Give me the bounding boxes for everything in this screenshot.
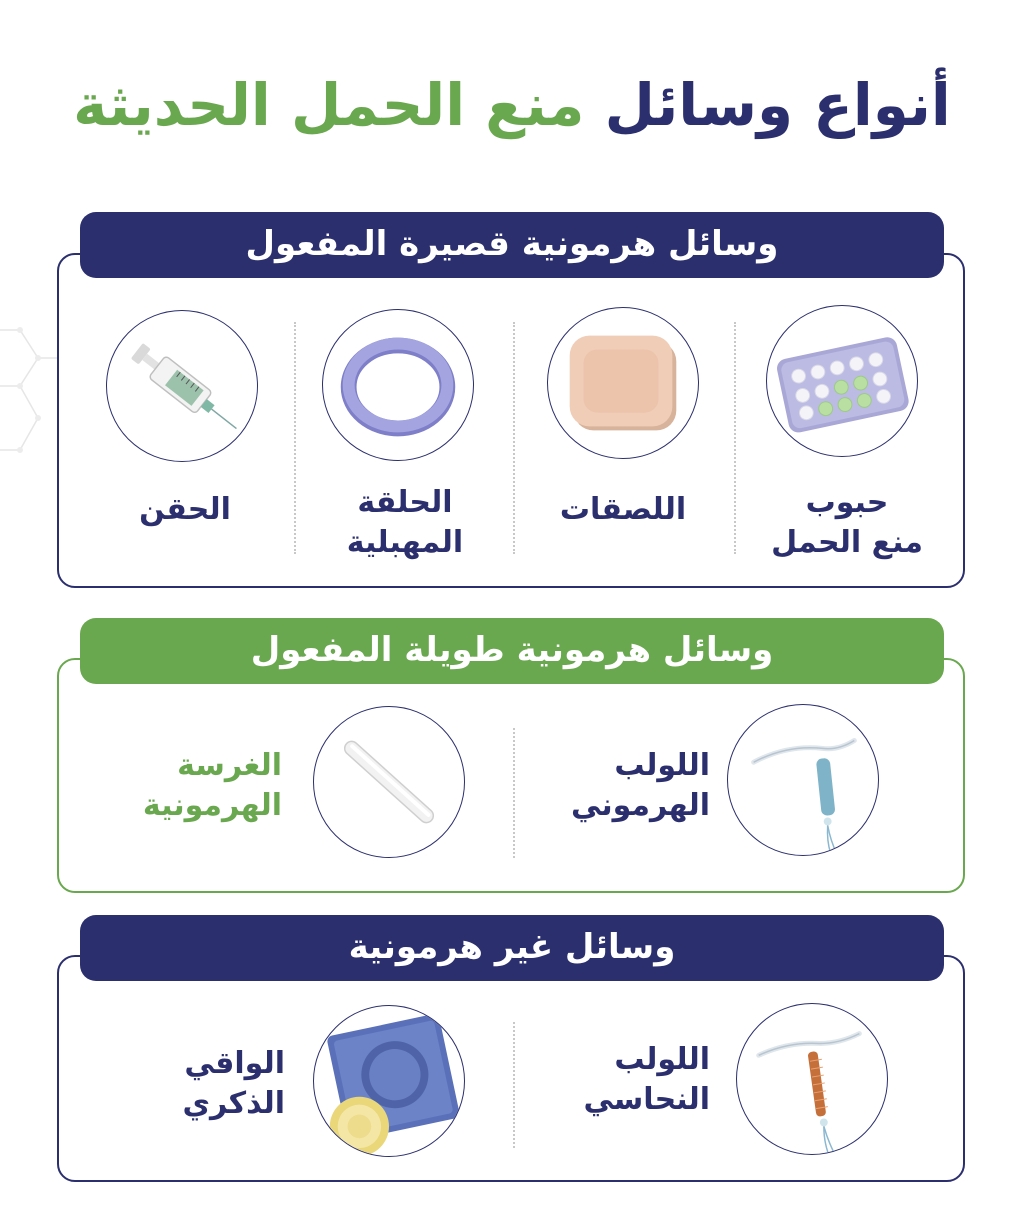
long-acting-hormonal-heading: وسائل هرمونية طويلة المفعول	[80, 618, 944, 684]
pills-label: حبوب منع الحمل	[771, 485, 923, 560]
divider	[734, 322, 736, 554]
patch-icon	[547, 307, 699, 459]
short-acting-hormonal-heading: وسائل هرمونية قصيرة المفعول	[80, 212, 944, 278]
divider	[294, 322, 296, 554]
page-title	[0, 62, 1024, 148]
condom-icon	[313, 1005, 465, 1157]
injection-label: الحقن	[139, 492, 231, 527]
patch-label: اللصقات	[559, 492, 687, 527]
divider	[513, 1022, 515, 1148]
pill-pack-icon	[766, 305, 918, 457]
implant-label: الغرسة الهرمونية	[142, 748, 282, 823]
vaginal-ring-icon	[322, 309, 474, 461]
divider	[513, 728, 515, 858]
copper-iud-icon	[736, 1003, 888, 1155]
hormonal-iud-label: اللولب الهرموني	[570, 748, 710, 823]
title-part-2: منع الحمل الحديثة	[73, 71, 585, 139]
title-part-1: أنواع وسائل	[604, 71, 951, 139]
non-hormonal-heading: وسائل غير هرمونية	[80, 915, 944, 981]
vaginal-ring-label: الحلقة المهبلية	[346, 485, 464, 560]
condom-label: الواقي الذكري	[182, 1046, 285, 1121]
hormonal-iud-icon	[727, 704, 879, 856]
decorative-molecule-icon	[0, 318, 60, 478]
divider	[513, 322, 515, 554]
implant-icon	[313, 706, 465, 858]
syringe-icon	[106, 310, 258, 462]
copper-iud-label: اللولب النحاسي	[583, 1042, 710, 1117]
